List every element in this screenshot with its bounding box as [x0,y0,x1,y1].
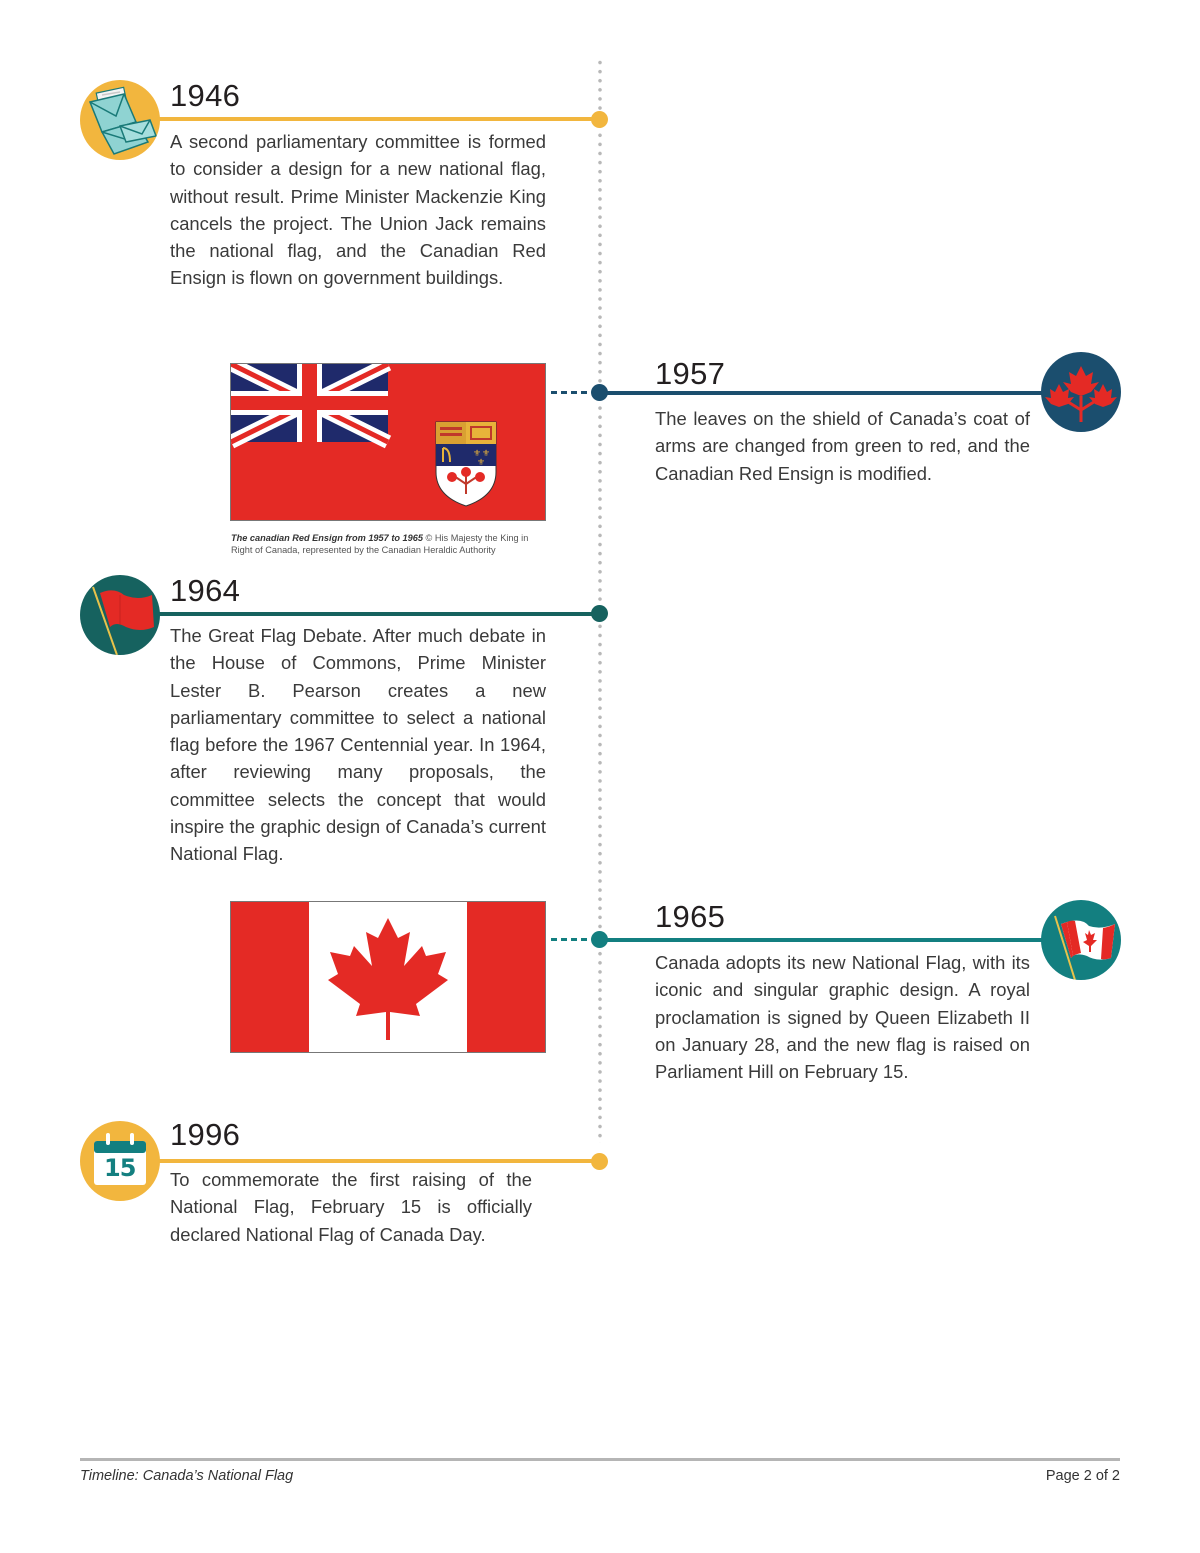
entry-year: 1996 [170,1117,241,1152]
connector-line [158,117,600,121]
connector-line [606,938,1056,942]
caption-credit: © His Majesty the King in Right of Canada, represented by the Canadian Heraldic Authority [231,533,529,555]
connector-line [158,1159,600,1163]
coat-of-arms-shield-icon [436,422,496,506]
svg-text:⚜: ⚜ [482,448,491,458]
entry-text: The leaves on the shield of Canada’s coat of arms are changed from green to red, and the Canadian Red Ensign is modified. [655,408,1030,484]
maple-leaf-icon [328,918,448,1040]
footer-page-number: Page 2 of 2 [1045,1468,1120,1484]
timeline-axis [598,58,602,1143]
envelopes-icon [80,80,160,160]
entry-year: 1964 [170,573,241,608]
canadian-red-ensign-image [230,363,546,521]
union-jack-icon [231,364,388,442]
timeline-dot [591,605,608,622]
calendar-icon [80,1121,160,1201]
entry-text: To commemorate the first raising of the National Flag, February 15 is officially declared National Flag of Canada Day. [170,1169,532,1245]
timeline-dot [591,1153,608,1170]
footer-document-title: Timeline: Canada’s National Flag [80,1468,294,1484]
dashed-connector [551,938,591,941]
footer-divider [80,1458,1120,1461]
entry-text: A second parliamentary committee is formed to consider a design for a new national flag, without result. Prime Minister Mackenzie King cancels the project. The Union Jack remains the national flag, and the Canadian Red Ensign is flown on government buildings. [170,131,546,289]
caption-title: The canadian Red Ensign from 1957 to 1965 [231,533,423,543]
red-flag-icon [80,575,160,655]
canada-flag-icon [1041,900,1121,980]
entry-year: 1946 [170,78,241,113]
canadian-national-flag-image [230,901,546,1053]
timeline-dot [591,111,608,128]
dashed-connector [551,391,591,394]
entry-year: 1965 [655,899,726,934]
image-caption [231,532,551,556]
maple-leaves-icon [1041,352,1121,432]
connector-line [158,612,600,616]
svg-text:⚜: ⚜ [477,457,486,467]
calendar-day: 15 [104,1154,136,1182]
entry-text: The Great Flag Debate. After much debate in the House of Commons, Prime Minister Lester B. Pearson creates a new parliamentary committee to select a national flag before the 1967 Centennial year. In 1964, after reviewing many proposals, the committee selects the concept that would inspire the graphic design of Canada’s current National Flag. [170,625,546,865]
entry-text: Canada adopts its new National Flag, with its iconic and singular graphic design. A royal proclamation is signed by Queen Elizabeth II on January 28, and the new flag is raised on Parliament Hill on February 15. [655,952,1030,1083]
entry-year: 1957 [655,356,726,391]
svg-text:⚜: ⚜ [473,448,482,458]
